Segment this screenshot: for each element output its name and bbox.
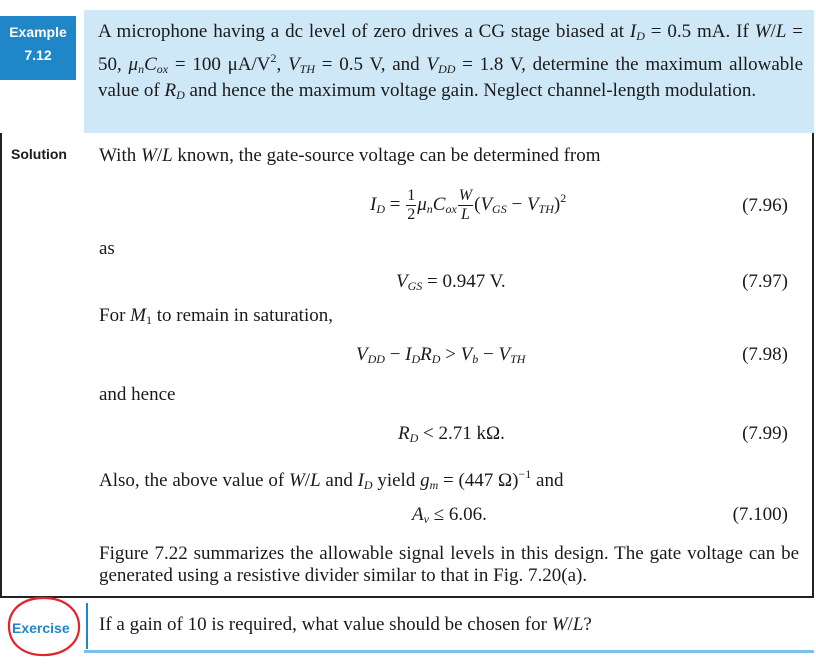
example-tag: [0, 16, 76, 80]
solution-and-hence: and hence: [99, 384, 176, 405]
exercise-divider: [86, 603, 88, 649]
exercise-text: If a gain of 10 is required, what value should be chosen for W/L?: [99, 614, 592, 635]
solution-saturation: For $M_1$ to remain in saturation,: [99, 305, 333, 327]
bottom-rule: [84, 650, 814, 653]
equation-number-7-98: (7.98): [742, 344, 788, 365]
equation-7-99: $R_D < 2.71$ kΩ.: [398, 423, 505, 445]
example-label: Example: [9, 24, 67, 40]
equation-7-98: $V_{DD} - I_DR_D > V_b - V_{TH}$: [356, 344, 526, 366]
solution-figure-text: Figure 7.22 summarizes the allowable signal levels in this design. The gate voltage can be generated using a resistive divider similar to that in Fig. 7.20(a).: [99, 543, 799, 586]
solution-as: as: [99, 238, 115, 259]
equation-number-7-99: (7.99): [742, 423, 788, 444]
red-circle-annotation: [4, 592, 84, 660]
exercise-label: Exercise: [12, 620, 70, 636]
equation-7-96: $I_D$ = $\frac{1}{2}$ $\mu_nC_{ox}$ $\frac{W}{L}$ $(V_{GS} - V_{TH})^2$: [370, 187, 567, 224]
equation-number-7-100: (7.100): [732, 504, 788, 525]
example-problem-text: A microphone having a dc level of zero drives a CG stage biased at $I_D = 0.5$ mA. If W/L = 50, $\mu_nC_{ox} = 100$ $\mu A/V^2$, $V_{TH} = 0.5$ V, and $V_{DD} = 1.8$ V, determine the maximum allowable value of $R_D$ and hence the maximum voltage gain. Neglect channel-length modulation.: [98, 21, 804, 102]
equation-7-97: $V_{GS} = 0.947$ V.: [396, 271, 506, 293]
equation-number-7-96: (7.96): [742, 195, 788, 216]
solution-label: Solution: [11, 146, 67, 162]
equation-7-100: $A_v \le 6.06$.: [412, 504, 487, 526]
solution-intro: With W/L known, the gate-source voltage can be determined from: [99, 145, 601, 166]
solution-also: Also, the above value of W/L and $I_D$ yield $g_m = (447$ Ω)$^{-1}$ and: [99, 467, 564, 492]
example-number: 7.12: [24, 47, 52, 63]
equation-number-7-97: (7.97): [742, 271, 788, 292]
